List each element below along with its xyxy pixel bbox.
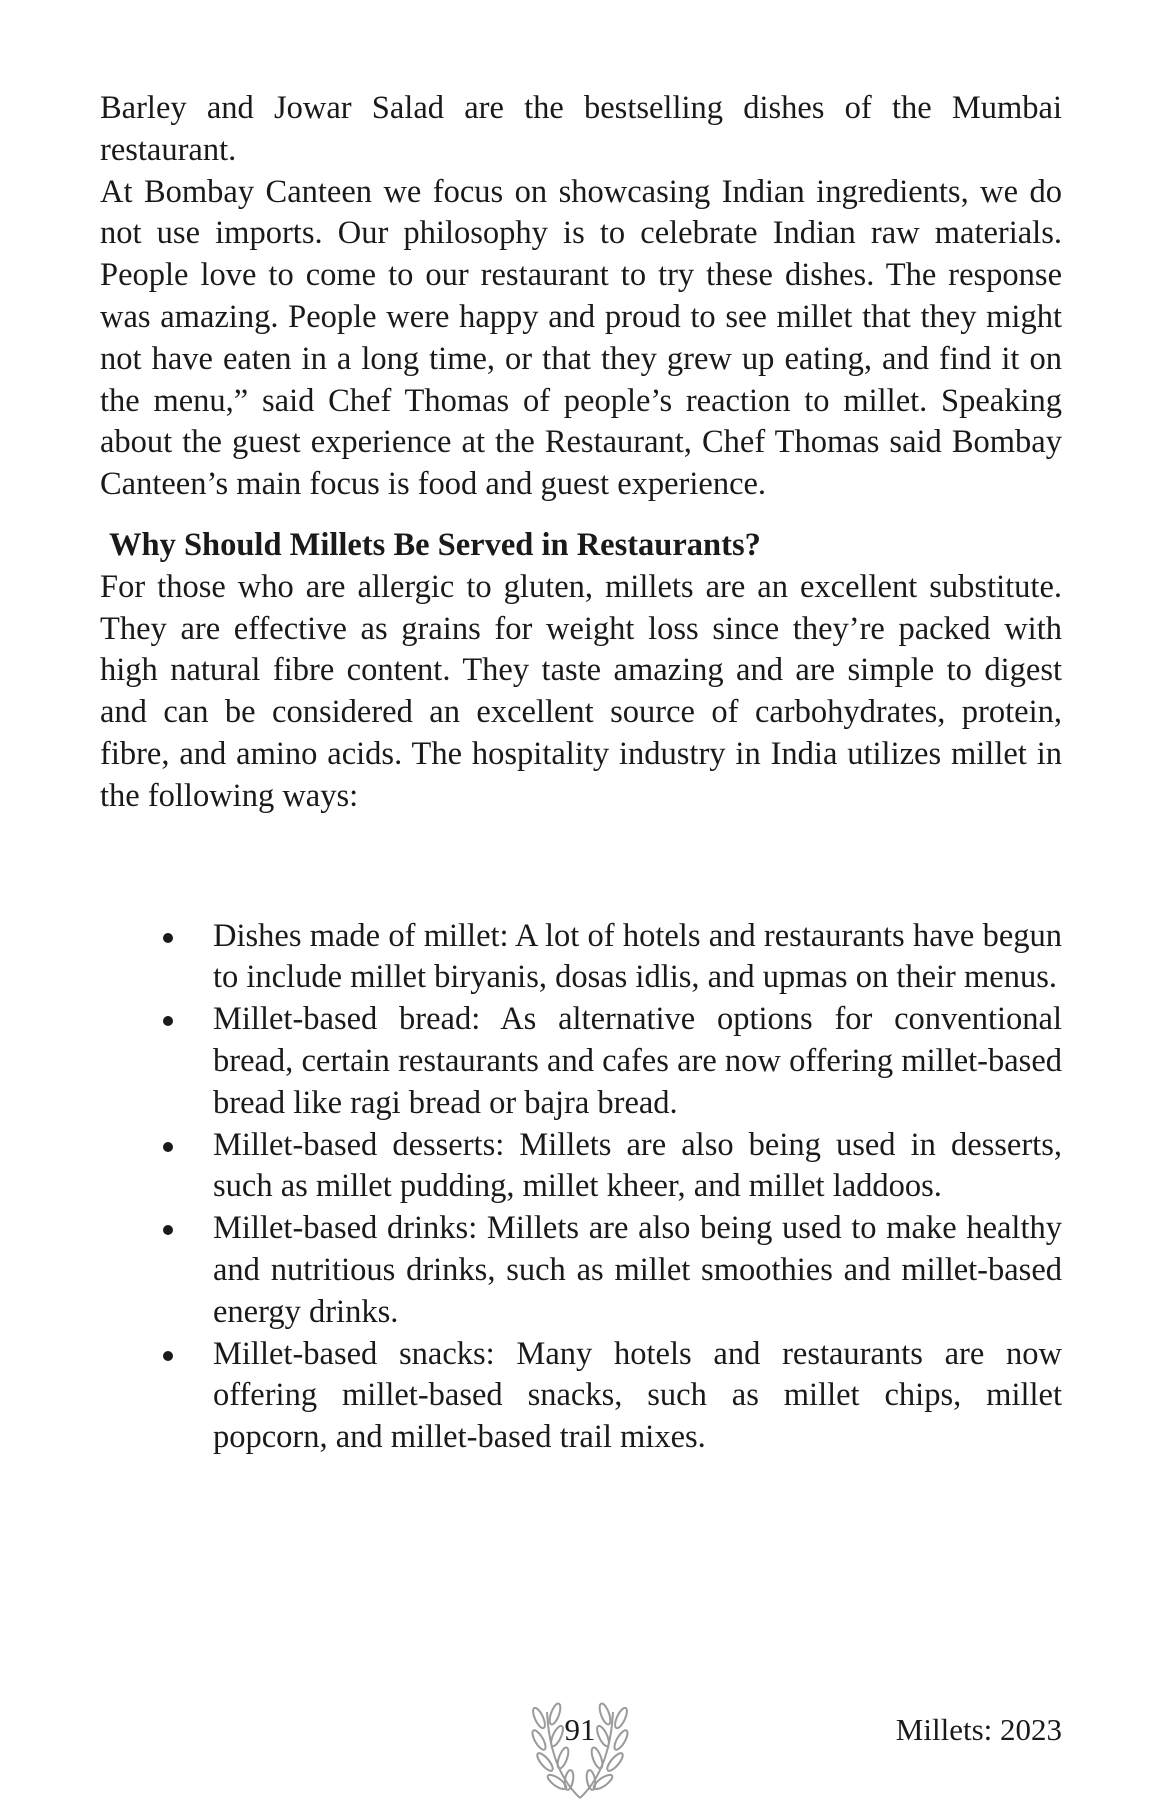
bullet-text: Dishes made of millet: A lot of hotels and restaurants have begun to include millet biryanis, dosas idlis, and upmas on their menus. [213,917,1062,996]
bullet-list [100,916,1062,1459]
bullet-icon [163,1225,173,1235]
bullet-item [100,916,1062,1000]
bullet-item [100,1334,1062,1459]
bullet-icon [163,1016,173,1026]
bullet-text: Millet-based drinks: Millets are also being used to make healthy and nutritious drinks, such as millet smoothies and millet-based energy drinks. [213,1210,1062,1330]
bullet-icon [163,1142,173,1152]
bullet-icon [163,1351,173,1361]
bullet-item [100,1125,1062,1209]
bullet-item [100,1208,1062,1333]
paragraph-intro: Barley and Jowar Salad are the bestselling dishes of the Mumbai restaurant. [100,90,1062,168]
paragraph-why-millets: For those who are allergic to gluten, millets are an excellent substitute. They are effective as grains for weight loss since they’re packed with high natural fibre content. They taste amazing and are simple to digest and can be considered an excellent source of carbohydrates, protein, fibre, and amino acids. The hospitality industry in India utilizes millet in the following ways: [100,568,1062,814]
page-footer [0,1700,1164,1800]
bullet-text: Millet-based desserts: Millets are also being used in desserts, such as millet pudding, millet kheer, and millet laddoos. [213,1126,1062,1205]
running-title: Millets: 2023 [895,1712,1062,1747]
bullet-text: Millet-based snacks: Many hotels and restaurants are now offering millet-based snacks, such as millet chips, millet popcorn, and millet-based trail mixes. [213,1335,1062,1456]
page-content [100,88,1062,1459]
bullet-text: Millet-based bread: As alternative options for conventional bread, certain restaurants and cafes are now offering millet-based bread like ragi bread or bajra bread. [213,1001,1062,1121]
page-number: 91 [564,1712,596,1747]
section-heading: Why Should Millets Be Served in Restaurants? [109,526,761,563]
bullet-item [100,999,1062,1124]
paragraph-bombay-canteen: At Bombay Canteen we focus on showcasing Indian ingredients, we do not use imports. Our philosophy is to celebrate Indian raw materials. People love to come to our restaurant to try these dishes. The response was amazing. People were happy and proud to see millet that they might not have eaten in a long time, or that they grew up eating, and find it on the menu,” said Chef Thomas of people’s reaction to millet. Speaking about the guest experience at the Restaurant, Chef Thomas said Bombay Canteen’s main focus is food and guest experience. [100,173,1062,503]
bullet-icon [163,933,173,943]
